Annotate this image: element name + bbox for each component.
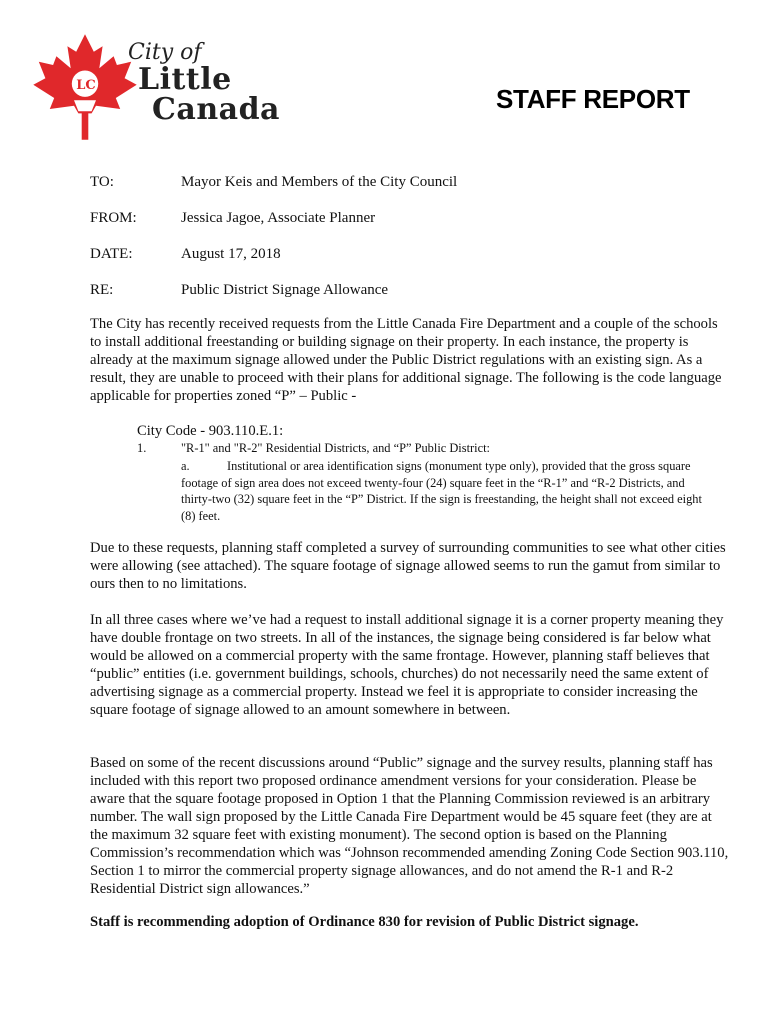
page-title: STAFF REPORT <box>496 84 690 114</box>
staff-recommendation: Staff is recommending adoption of Ordinance 830 for revision of Public District signage. <box>90 914 639 930</box>
logo-little: Little <box>138 62 232 97</box>
paragraph-corner-property: In all three cases where we’ve had a request to install additional signage it is a corner property meaning they have double frontage on two streets. In all of the instances, the signage being considered is far below what would be allowed on a commercial property with the same frontage. However, planning staff believes that “public” entities (i.e. government buildings, schools, churches) do not necessarily need the same extent of advertising signage as a commercial property. Instead we feel it is appropriate to consider increasing the square footage of signage allowed to an amount somewhere in between. <box>90 612 724 718</box>
paragraph-ordinance-options: Based on some of the recent discussions around “Public” signage and the survey results, planning staff has included with this report two proposed ordinance amendment versions for your consideration. Please be aware that the square footage proposed in Option 1 that the Planning Commission reviewed is an arbitrary number. The wall sign proposed by the Little Canada Fire Department would be 45 square feet (they are at the maximum 32 square feet with existing monument). The second option is based on the Planning Commission’s recommendation which was “Johnson recommended amending Zoning Code Section 903.110, Section 1 to mirror the commercial property signage allowances, and do not amend the R-1 and R-2 Residential District sign allowances.” <box>90 755 729 897</box>
code-subitem <box>181 458 711 524</box>
memo-to-value: Mayor Keis and Members of the City Council <box>181 174 458 190</box>
code-reference-title: City Code - 903.110.E.1: <box>137 423 284 439</box>
code-subitem-letter: a. <box>181 459 190 473</box>
memo-re-label: RE: <box>90 282 114 298</box>
code-item-number: 1. <box>137 441 147 455</box>
memo-from-label: FROM: <box>90 210 137 226</box>
memo-from-value: Jessica Jagoe, Associate Planner <box>181 210 376 226</box>
code-subitem-text: Institutional or area identification signs (monument type only), provided that the gross square footage of sign area does not exceed twenty-four (24) square feet in the “R-1” and “R-2 Districts, and thirty-two (32) square feet in the “P” District. If the sign is freestanding, the height shall not exceed eight (8) feet. <box>181 459 702 523</box>
logo-monogram: LC <box>76 78 96 93</box>
city-logo <box>30 30 302 140</box>
memo-to-label: TO: <box>90 174 114 190</box>
memo-re-value: Public District Signage Allowance <box>181 282 389 298</box>
code-item-text: "R-1" and "R-2" Residential Districts, and “P” Public District: <box>181 441 490 455</box>
memo-date-value: August 17, 2018 <box>181 246 281 262</box>
logo-city-of: City of <box>128 40 202 65</box>
logo-canada: Canada <box>152 92 280 127</box>
memo-date-label: DATE: <box>90 246 133 262</box>
paragraph-survey: Due to these requests, planning staff completed a survey of surrounding communities to see what other cities were allowing (see attached). The square footage of signage allowed seems to run the gamut from similar to ours then to no limitations. <box>90 540 726 592</box>
paragraph-intro: The City has recently received requests from the Little Canada Fire Department and a couple of the schools to install additional freestanding or building signage on their property. In each instance, the property is already at the maximum signage allowed under the Public District regulations with an existing sign. As a result, they are unable to proceed with their plans for additional signage. The following is the code language applicable for properties zoned “P” – Public - <box>90 316 722 404</box>
